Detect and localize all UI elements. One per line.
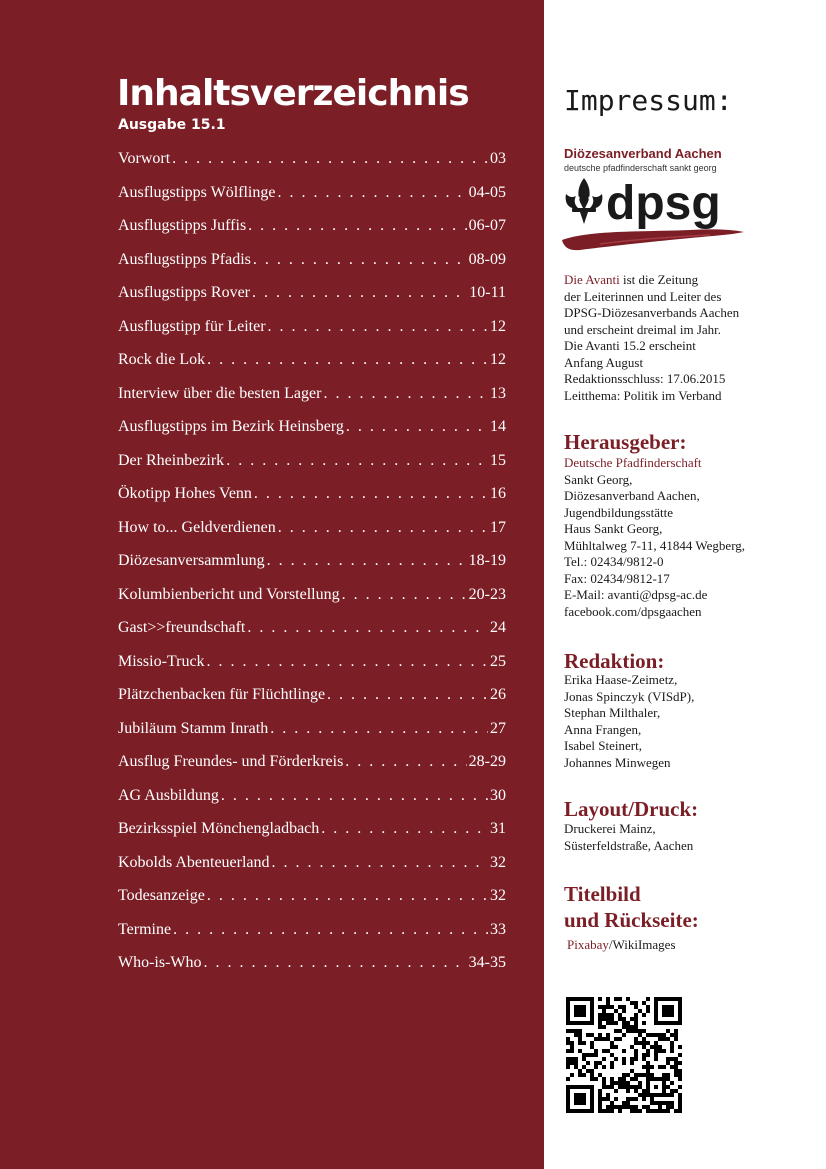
toc-entry-page: 25 [490, 652, 506, 670]
toc-entry-label: Vorwort [118, 150, 171, 167]
herausgeber-line: Sankt Georg, [564, 471, 633, 487]
toc-leader-dots [270, 720, 488, 738]
toc-entry [118, 385, 506, 419]
impressum-title: Impressum: [564, 84, 733, 117]
toc-entry [118, 318, 506, 352]
brush-stroke-decoration [560, 226, 746, 252]
about-line: DPSG-Diözesanverbands Aachen [564, 305, 740, 320]
toc-entry [118, 653, 506, 687]
about-line: der Leiterinnen und Leiter des [564, 288, 722, 304]
toc-entry [118, 184, 506, 218]
toc-leader-dots [346, 418, 488, 436]
toc-entry [118, 619, 506, 653]
toc-entry-page: 18-19 [468, 552, 506, 569]
about-accent: Die Avanti [564, 272, 620, 287]
toc-entry-label: Ausflugstipp für Leiter [118, 317, 266, 335]
toc-entry-page: 17 [490, 518, 506, 536]
about-line: ist die Zeitung [619, 272, 699, 287]
toc-leader-dots [221, 787, 488, 805]
toc-entry [118, 519, 506, 553]
redaktion-line: Johannes Minwegen [564, 754, 671, 770]
redaktion-line: Jonas Spinczyk (VISdP), [564, 688, 695, 704]
toc-entry-page: 33 [490, 920, 506, 938]
redaktion-text [564, 672, 804, 771]
toc-entry-label: Ökotipp Hohes Venn [118, 485, 252, 502]
toc-entry-label: How to... Geldverdienen [118, 518, 276, 536]
toc-entry-label: Der Rheinbezirk [118, 451, 225, 469]
redaktion-line: Anna Frangen, [564, 721, 642, 737]
toc-entry-label: Who-is-Who [118, 954, 202, 971]
toc-entry [118, 552, 506, 586]
toc-entry-page: 13 [490, 384, 506, 402]
toc-entry-page: 30 [490, 786, 506, 804]
toc-entry-page: 08-09 [468, 250, 506, 268]
toc-entry-label: Kolumbienbericht und Vorstellung [118, 585, 340, 603]
fax-line: Fax: 02434/9812-17 [564, 570, 670, 586]
org-subtitle: deutsche pfadfinderschaft sankt georg [564, 163, 717, 173]
herausgeber-line: Haus Sankt Georg, [564, 521, 663, 536]
toc-entry [118, 586, 506, 620]
about-text [564, 272, 804, 404]
toc-entry-label: Ausflugstipps Wölflinge [118, 183, 276, 201]
toc-entry [118, 954, 506, 988]
toc-entry-page: 31 [490, 820, 506, 837]
qr-code-icon [566, 997, 682, 1113]
toc-entry-label: Jubiläum Stamm Inrath [118, 719, 269, 737]
toc-leader-dots [172, 150, 488, 168]
toc-entry-page: 10-11 [469, 284, 506, 301]
toc-entry-page: 27 [490, 719, 506, 737]
toc-entry-page: 24 [490, 619, 506, 636]
toc-entry-label: Ausflugstipps Rover [118, 284, 250, 301]
herausgeber-line: Diözesanverband Aachen, [564, 488, 700, 503]
about-line: und erscheint dreimal im Jahr. [564, 321, 722, 337]
about-line: Anfang August [564, 354, 644, 370]
toc-entry-page: 14 [490, 418, 506, 435]
herausgeber-line: Mühltalweg 7-11, 41844 Wegberg, [564, 537, 746, 553]
herausgeber-text [564, 455, 804, 620]
toc-entry [118, 854, 506, 888]
toc-entry-label: Termine [118, 920, 172, 938]
toc-leader-dots [268, 318, 488, 336]
toc-entry-label: Ausflugstipps Pfadis [118, 250, 251, 268]
toc-leader-dots [248, 217, 467, 235]
toc-entry [118, 485, 506, 519]
toc-entry-label: Ausflugstipps Juffis [118, 217, 247, 234]
toc-entry-page: 12 [490, 351, 506, 368]
toc-entry [118, 251, 506, 285]
dpsg-logo-text: dpsg [606, 177, 721, 230]
toc-leader-dots [277, 184, 466, 202]
toc-entry-page: 03 [490, 150, 506, 167]
toc-entry [118, 351, 506, 385]
toc-leader-dots [342, 586, 467, 604]
layout-heading: Layout/Druck: [564, 797, 699, 821]
toc-entry [118, 418, 506, 452]
toc-leader-dots [207, 653, 488, 671]
toc-leader-dots [345, 753, 466, 771]
toc-entry-page: 04-05 [468, 183, 506, 201]
titelbild-heading-2: und Rückseite: [564, 908, 699, 932]
toc-entry-page: 32 [490, 887, 506, 904]
toc-entry-page: 32 [490, 853, 506, 871]
toc-leader-dots [204, 954, 467, 972]
toc-entry-page: 26 [490, 686, 506, 703]
toc-leader-dots [207, 351, 488, 369]
toc-leader-dots [253, 251, 467, 269]
layout-text [564, 821, 804, 854]
toc-list [118, 150, 506, 988]
toc-entry [118, 887, 506, 921]
toc-subtitle: Ausgabe 15.1 [118, 117, 226, 133]
toc-entry [118, 452, 506, 486]
toc-entry-label: Gast>>freundschaft [118, 619, 246, 636]
toc-entry-label: Plätzchenbacken für Flüchtlinge [118, 686, 326, 703]
toc-leader-dots [278, 519, 488, 537]
about-line: Redaktionsschluss: 17.06.2015 [564, 371, 726, 386]
toc-leader-dots [207, 887, 488, 905]
toc-entry-label: Ausflugstipps im Bezirk Heinsberg [118, 418, 344, 435]
herausgeber-accent: Deutsche Pfadfinderschaft [564, 455, 702, 470]
toc-entry-page: 34-35 [468, 954, 506, 971]
redaktion-heading: Redaktion: [564, 649, 665, 673]
toc-leader-dots [323, 385, 488, 403]
titelbild-accent: Pixabay [567, 937, 609, 952]
redaktion-line: Stephan Milthaler, [564, 705, 661, 720]
toc-leader-dots [327, 686, 488, 704]
toc-entry [118, 820, 506, 854]
about-line: Die Avanti 15.2 erscheint [564, 338, 696, 353]
org-name: Diözesanverband Aachen [564, 146, 722, 161]
lily-icon [562, 176, 606, 226]
toc-entry-label: Diözesanversammlung [118, 552, 265, 569]
facebook-line: facebook.com/dpsgaachen [564, 603, 702, 619]
toc-entry [118, 284, 506, 318]
toc-entry-page: 16 [490, 485, 506, 502]
about-line: Leitthema: Politik im Verband [564, 387, 722, 403]
toc-entry-label: Missio-Truck [118, 652, 205, 670]
toc-leader-dots [272, 854, 488, 872]
toc-entry-label: Kobolds Abenteuerland [118, 853, 270, 871]
toc-entry-label: Todesanzeige [118, 887, 205, 904]
toc-entry-label: Ausflug Freundes- und Förderkreis [118, 753, 344, 770]
titelbild-heading-1: Titelbild [564, 882, 641, 906]
toc-entry-page: 15 [490, 451, 506, 469]
toc-entry [118, 217, 506, 251]
toc-entry-page: 06-07 [468, 217, 506, 234]
titelbild-text [567, 937, 807, 954]
toc-entry [118, 753, 506, 787]
toc-entry-page: 12 [490, 317, 506, 335]
layout-line: Süsterfeldstraße, Aachen [564, 837, 694, 853]
redaktion-line: Erika Haase-Zeimetz, [564, 672, 678, 687]
toc-entry-page: 28-29 [468, 753, 506, 770]
toc-entry [118, 150, 506, 184]
titelbild-rest: /WikiImages [608, 937, 676, 952]
toc-entry-label: Interview über die besten Lager [118, 384, 322, 402]
redaktion-line: Isabel Steinert, [564, 738, 642, 753]
toc-leader-dots [252, 284, 467, 302]
toc-entry-label: AG Ausbildung [118, 786, 219, 804]
toc-leader-dots [267, 552, 467, 570]
toc-leader-dots [226, 452, 488, 470]
toc-title: Inhaltsverzeichnis [117, 73, 469, 114]
toc-leader-dots [321, 820, 488, 838]
toc-entry [118, 686, 506, 720]
layout-line: Druckerei Mainz, [564, 821, 656, 836]
herausgeber-line: Jugendbildungsstätte [564, 504, 674, 520]
toc-entry [118, 921, 506, 955]
phone-line: Tel.: 02434/9812-0 [564, 554, 664, 569]
email-line: E-Mail: avanti@dpsg-ac.de [564, 587, 708, 602]
toc-entry-label: Rock die Lok [118, 351, 206, 368]
herausgeber-heading: Herausgeber: [564, 430, 687, 454]
toc-entry-page: 20-23 [468, 585, 506, 603]
toc-entry [118, 720, 506, 754]
toc-leader-dots [173, 921, 488, 939]
toc-entry-label: Bezirksspiel Mönchengladbach [118, 820, 320, 837]
toc-leader-dots [254, 485, 488, 503]
toc-entry [118, 787, 506, 821]
toc-leader-dots [247, 619, 488, 637]
